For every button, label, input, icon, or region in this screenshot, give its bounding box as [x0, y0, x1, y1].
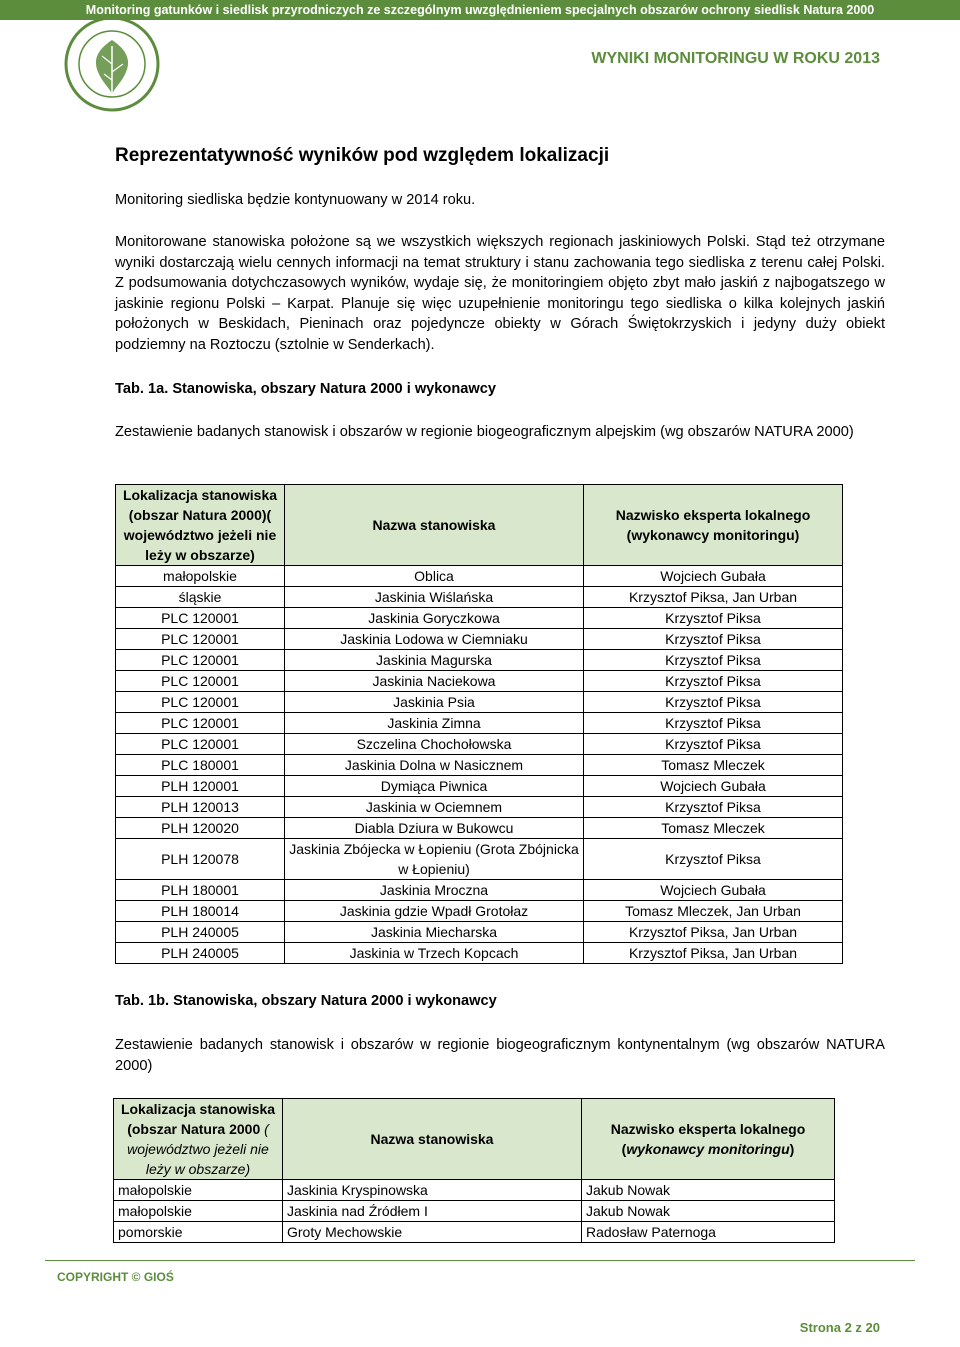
table-row — [116, 650, 843, 671]
cell-expert: Krzysztof Piksa — [584, 671, 843, 692]
table-row — [116, 776, 843, 797]
cell-location: PLC 120001 — [116, 713, 285, 734]
cell-expert: Krzysztof Piksa, Jan Urban — [584, 943, 843, 964]
table-row — [114, 1201, 835, 1222]
cell-location: PLH 180001 — [116, 880, 285, 901]
cell-location: małopolskie — [114, 1180, 283, 1201]
cell-expert: Krzysztof Piksa — [584, 797, 843, 818]
cell-expert: Krzysztof Piksa, Jan Urban — [584, 922, 843, 943]
cell-expert: Jakub Nowak — [582, 1201, 835, 1222]
cell-location: PLH 120013 — [116, 797, 285, 818]
table1-title: Tab. 1a. Stanowiska, obszary Natura 2000 i wykonawcy — [115, 381, 496, 397]
table1-description: Zestawienie badanych stanowisk i obszarów w regionie biogeograficznym alpejskim (wg obszarów NATURA 2000) — [115, 424, 854, 440]
table-row — [116, 671, 843, 692]
col-header-location: Lokalizacja stanowiska (obszar Natura 2000)( województwo jeżeli nie leży w obszarze) — [116, 485, 285, 566]
cell-location: małopolskie — [114, 1201, 283, 1222]
cell-location: PLH 180014 — [116, 901, 285, 922]
table-row — [116, 797, 843, 818]
table-row — [116, 901, 843, 922]
table-body — [114, 1180, 835, 1243]
cell-expert: Wojciech Gubała — [584, 880, 843, 901]
cell-site-name: Jaskinia Zbójecka w Łopieniu (Grota Zbójnicka w Łopieniu) — [285, 839, 584, 880]
cell-site-name: Dymiąca Piwnica — [285, 776, 584, 797]
header-location-bold: Lokalizacja stanowiska (obszar Natura 2000 — [120, 1101, 276, 1137]
table-row — [116, 608, 843, 629]
page-number: Strona 2 z 20 — [799, 1320, 880, 1335]
cell-location: PLH 120001 — [116, 776, 285, 797]
cell-location: PLH 120078 — [116, 839, 285, 880]
cell-location: PLC 120001 — [116, 650, 285, 671]
cell-site-name: Oblica — [285, 566, 584, 587]
paragraph-representativeness: Monitorowane stanowiska położone są we wszystkich większych regionach jaskiniowych Polski. Stąd też otrzymane wyniki dostarczają wielu cennych informacji na temat struktury i stanu zachowania tego siedliska z terenu całej Polski. Z podsumowania dotychczasowych wyników, wydaje się, że monitoringiem objęto zbyt mało jaskiń z najbogatszego w jaskinie regionu Polski – Karpat. Planuje się więc uzupełnienie monitoringu tego siedliska o kilka kolejnych jaskiń położonych w Beskidach, Pieninach oraz pojedyncze obiekty w Górach Świętokrzyskich i jedyny duży obiekt podziemny na Roztoczu (sztolnie w Senderkach). — [115, 234, 885, 353]
table-row — [116, 880, 843, 901]
cell-expert: Krzysztof Piksa — [584, 608, 843, 629]
cell-site-name: Jaskinia Psia — [285, 692, 584, 713]
cell-site-name: Jaskinia Mroczna — [285, 880, 584, 901]
cell-expert: Krzysztof Piksa — [584, 650, 843, 671]
cell-expert: Tomasz Mleczek — [584, 818, 843, 839]
table-body — [116, 566, 843, 964]
cell-location: PLH 240005 — [116, 943, 285, 964]
col-header-location — [114, 1099, 283, 1180]
table-continental-sites — [113, 1098, 835, 1243]
cell-location: małopolskie — [116, 566, 285, 587]
col-header-expert — [582, 1099, 835, 1180]
cell-location: śląskie — [116, 587, 285, 608]
header-expert-italic: wykonawcy monitoringu — [626, 1141, 790, 1157]
footer-divider — [45, 1260, 915, 1261]
table-row — [116, 839, 843, 880]
table-row — [116, 818, 843, 839]
cell-expert: Tomasz Mleczek — [584, 755, 843, 776]
results-title: WYNIKI MONITORINGU W ROKU 2013 — [591, 50, 880, 67]
header-location-italic: ( województwo jeżeli nie leży w obszarze) — [127, 1121, 269, 1177]
cell-site-name: Jaskinia Kryspinowska — [283, 1180, 582, 1201]
header-expert-bold: Nazwisko eksperta lokalnego ( — [610, 1121, 806, 1157]
cell-location: PLC 180001 — [116, 755, 285, 776]
cell-location: PLH 120020 — [116, 818, 285, 839]
cell-location: PLC 120001 — [116, 629, 285, 650]
cell-expert: Wojciech Gubała — [584, 566, 843, 587]
table-row — [116, 629, 843, 650]
cell-expert: Krzysztof Piksa — [584, 839, 843, 880]
cell-site-name: Jaskinia w Trzech Kopcach — [285, 943, 584, 964]
cell-site-name: Jaskinia nad Źródłem I — [283, 1201, 582, 1222]
cell-location: PLC 120001 — [116, 608, 285, 629]
cell-site-name: Szczelina Chochołowska — [285, 734, 584, 755]
table-row — [116, 692, 843, 713]
cell-site-name: Jaskinia w Ociemnem — [285, 797, 584, 818]
table-row — [116, 734, 843, 755]
cell-site-name: Jaskinia Lodowa w Ciemniaku — [285, 629, 584, 650]
gios-logo-icon — [62, 14, 162, 114]
copyright-text: COPYRIGHT © GIOŚ — [57, 1270, 174, 1284]
cell-site-name: Jaskinia Zimna — [285, 713, 584, 734]
project-title: Monitoring gatunków i siedlisk przyrodniczych ze szczególnym uwzględnieniem specjalnych obszarów ochrony siedlisk Natura 2000 — [85, 3, 875, 17]
cell-site-name: Jaskinia Magurska — [285, 650, 584, 671]
cell-site-name: Jaskinia Dolna w Nasicznem — [285, 755, 584, 776]
cell-expert: Krzysztof Piksa — [584, 629, 843, 650]
cell-expert: Wojciech Gubała — [584, 776, 843, 797]
header-expert-end: ) — [789, 1141, 795, 1157]
cell-expert: Tomasz Mleczek, Jan Urban — [584, 901, 843, 922]
cell-location: PLC 120001 — [116, 692, 285, 713]
cell-site-name: Jaskinia gdzie Wpadł Grotołaz — [285, 901, 584, 922]
col-header-expert: Nazwisko eksperta lokalnego (wykonawcy monitoringu) — [584, 485, 843, 566]
col-header-site-name: Nazwa stanowiska — [283, 1099, 582, 1180]
cell-site-name: Groty Mechowskie — [283, 1222, 582, 1243]
table-alpine-sites — [115, 484, 843, 964]
table-row — [116, 943, 843, 964]
cell-location: PLC 120001 — [116, 671, 285, 692]
cell-expert: Krzysztof Piksa — [584, 713, 843, 734]
cell-site-name: Jaskinia Goryczkowa — [285, 608, 584, 629]
cell-location: pomorskie — [114, 1222, 283, 1243]
table-row — [116, 566, 843, 587]
cell-site-name: Jaskinia Wiślańska — [285, 587, 584, 608]
table-row — [114, 1180, 835, 1201]
table-header-row — [116, 485, 843, 566]
table-row — [114, 1222, 835, 1243]
paragraph-continuation: Monitoring siedliska będzie kontynuowany w 2014 roku. — [115, 192, 476, 208]
table-header-row — [114, 1099, 835, 1180]
cell-expert: Krzysztof Piksa — [584, 734, 843, 755]
col-header-site-name: Nazwa stanowiska — [285, 485, 584, 566]
table-row — [116, 587, 843, 608]
cell-location: PLH 240005 — [116, 922, 285, 943]
table-row — [116, 713, 843, 734]
cell-expert: Radosław Paternoga — [582, 1222, 835, 1243]
cell-site-name: Jaskinia Naciekowa — [285, 671, 584, 692]
table-row — [116, 755, 843, 776]
section-heading: Reprezentatywność wyników pod względem lokalizacji — [115, 145, 610, 166]
cell-site-name: Diabla Dziura w Bukowcu — [285, 818, 584, 839]
cell-site-name: Jaskinia Miecharska — [285, 922, 584, 943]
cell-location: PLC 120001 — [116, 734, 285, 755]
cell-expert: Krzysztof Piksa, Jan Urban — [584, 587, 843, 608]
table2-description: Zestawienie badanych stanowisk i obszarów w regionie biogeograficznym kontynentalnym (wg obszarów NATURA 2000) — [115, 1037, 885, 1074]
table2-title: Tab. 1b. Stanowiska, obszary Natura 2000 i wykonawcy — [115, 993, 497, 1009]
table-row — [116, 922, 843, 943]
cell-expert: Krzysztof Piksa — [584, 692, 843, 713]
cell-expert: Jakub Nowak — [582, 1180, 835, 1201]
